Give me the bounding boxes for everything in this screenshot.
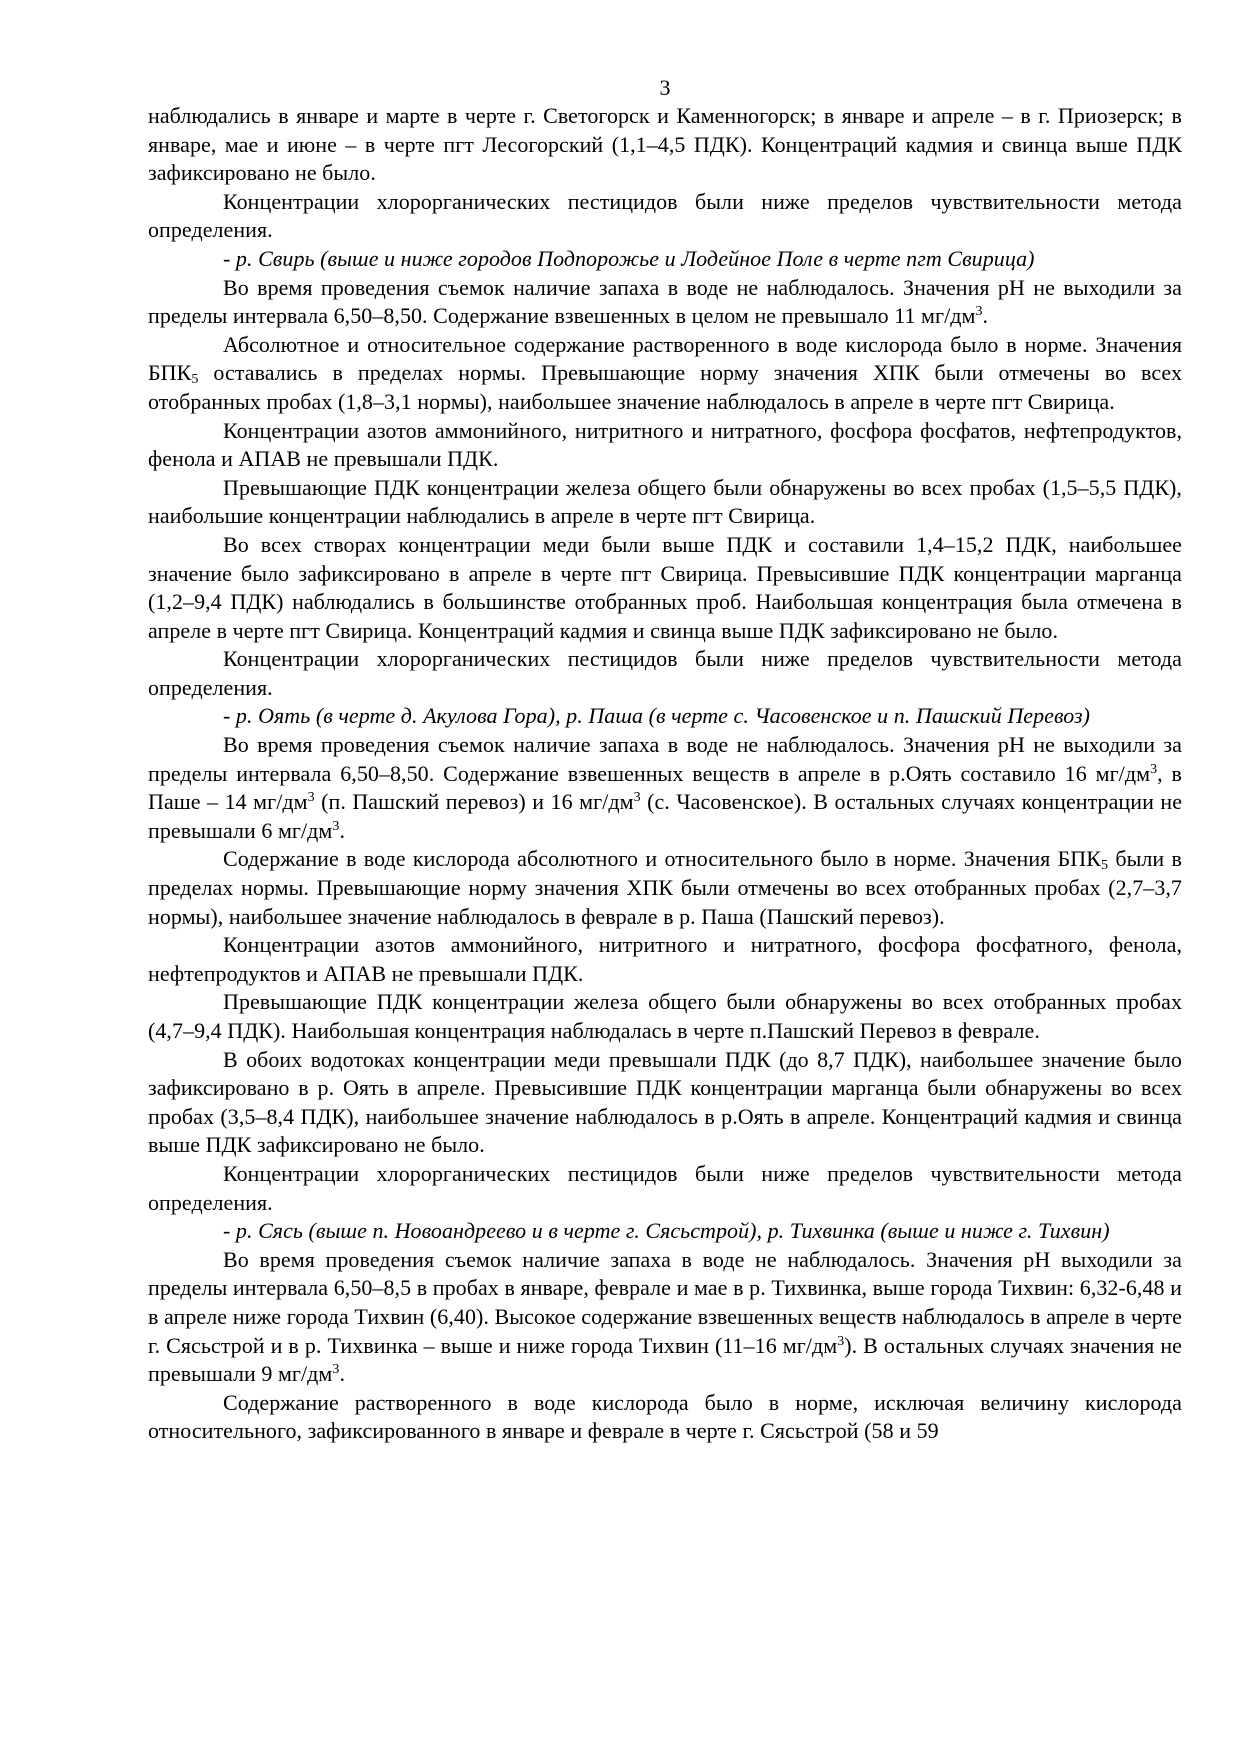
text-run: Во время проведения съемок наличие запаха в воде не наблюдалось. Значения pH выходили за пределы интервала 6,50–8,5 в пробах в январе, феврале и мае в р. Тихвинка, выше города Тихвин: 6,32-6,48 и в апреле ниже города Тихвин (6,40). Высокое содержание взвешенных веществ наблюдалось в апреле в черте г. Сясьстрой и в р. Тихвинка – выше и ниже города Тихвин (11–16 мг/дм	[148, 1246, 1182, 1358]
page-number: 3	[659, 75, 671, 100]
paragraph	[148, 645, 1182, 702]
text-run: - р. Оять (в черте д. Акулова Гора), р. Паша (в черте с. Часовенское и п. Пашский Перевоз)	[223, 703, 1091, 729]
text-run: Концентрации азотов аммонийного, нитритного и нитратного, фосфора фосфатного, фенола, нефтепродуктов и АПАВ не превышали ПДК.	[148, 932, 1182, 986]
section-heading	[148, 1217, 1182, 1246]
text-run: Концентрации азотов аммонийного, нитритного и нитратного, фосфора фосфатов, нефтепродуктов, фенола и АПАВ не превышали ПДК.	[148, 417, 1182, 472]
text-run: - р. Свирь (выше и ниже городов Подпорожье и Лодейное Поле в черте пгт Свирица)	[223, 245, 1035, 271]
paragraph	[148, 531, 1182, 645]
text-run: В обоих водотоках концентрации меди превышали ПДК (до 8,7 ПДК), наибольшее значение было зафиксировано в р. Оять в апреле. Превысившие ПДК концентрации марганца были обнаружены во всех пробах (3,5–8,4 ПДК), наибольшее значение наблюдалось в р.Оять в апреле. Концентраций кадмия и свинца выше ПДК зафиксировано не было.	[148, 1046, 1182, 1158]
superscript: 3	[837, 1333, 845, 1349]
paragraph	[148, 331, 1182, 417]
section-heading	[148, 702, 1182, 731]
paragraph	[148, 474, 1182, 531]
text-run: Во время проведения съемок наличие запаха в воде не наблюдалось. Значения pH не выходили за пределы интервала 6,50–8,50. Содержание взвешенных веществ в апреле в р.Оять составило 16 мг/дм	[148, 732, 1182, 786]
text-run: .	[339, 1361, 346, 1387]
paragraph	[148, 188, 1182, 245]
document-page	[148, 74, 1182, 1446]
document-body	[148, 102, 1182, 1446]
text-run: оставались в пределах нормы. Превышающие норму значения ХПК были отмечены во всех отобранных пробах (1,8–3,1 нормы), наибольшее значение наблюдалось в апреле в черте пгт Свирица.	[148, 360, 1182, 414]
superscript: 3	[332, 1362, 340, 1378]
paragraph	[148, 102, 1182, 188]
paragraph	[148, 1160, 1182, 1217]
superscript: 3	[975, 304, 983, 320]
paragraph	[148, 731, 1182, 845]
text-run: Содержание в воде кислорода абсолютного и относительного было в норме. Значения БПК	[223, 846, 1101, 872]
text-run: Содержание растворенного в воде кислорода было в норме, исключая величину кислорода относительного, зафиксированного в январе и феврале в черте г. Сясьстрой (58 и 59	[148, 1389, 1182, 1444]
text-run: Во время проведения съемок наличие запаха в воде не наблюдалось. Значения pH не выходили за пределы интервала 6,50–8,50. Содержание взвешенных в целом не превышало 11 мг/дм	[148, 274, 1182, 329]
paragraph	[148, 417, 1182, 474]
paragraph	[148, 1046, 1182, 1160]
paragraph	[148, 1246, 1182, 1389]
text-run: (с. Часовенское). В остальных случаях концентрации не превышали 6 мг/дм	[148, 789, 1183, 843]
text-run: были в пределах нормы. Превышающие норму значения ХПК были отмечены во всех отобранных пробах (2,7–3,7 нормы), наибольшее значение наблюдалось в феврале в р. Паша (Пашский перевоз).	[148, 846, 1182, 929]
superscript: 3	[633, 790, 641, 806]
text-run: Превышающие ПДК концентрации железа общего были обнаружены во всех пробах (1,5–5,5 ПДК), наибольшие концентрации наблюдались в апреле в черте пгт Свирица.	[148, 474, 1182, 529]
text-run: - р. Сясь (выше п. Новоандреево и в черте г. Сясьстрой), р. Тихвинка (выше и ниже г. Тихвин)	[223, 1218, 1110, 1244]
paragraph	[148, 931, 1182, 988]
paragraph	[148, 1389, 1182, 1446]
text-run: Превышающие ПДК концентрации железа общего были обнаружены во всех отобранных пробах (4,7–9,4 ПДК). Наибольшая концентрация наблюдалась в черте п.Пашский Перевоз в феврале.	[148, 989, 1182, 1043]
section-heading	[148, 245, 1182, 274]
text-run: наблюдались в январе и марте в черте г. Светогорск и Каменногорск; в январе и апреле – в г. Приозерск; в январе, мае и июне – в черте пгт Лесогорский (1,1–4,5 ПДК). Концентраций кадмия и свинца выше ПДК зафиксировано не было.	[148, 103, 1182, 186]
text-run: , в Паше – 14 мг/дм	[148, 760, 1182, 815]
text-run: (п. Пашский перевоз) и 16 мг/дм	[314, 789, 634, 815]
superscript: 3	[1150, 761, 1158, 777]
text-run: Концентрации хлорорганических пестицидов были ниже пределов чувствительности метода определения.	[148, 646, 1182, 700]
subscript: 5	[1100, 858, 1109, 874]
subscript: 5	[191, 372, 199, 388]
text-run: Абсолютное и относительное содержание растворенного в воде кислорода было в норме. Значения БПК	[148, 331, 1182, 386]
text-run: ). В остальных случаях значения не превышали 9 мг/дм	[148, 1332, 1182, 1387]
paragraph	[148, 988, 1182, 1045]
text-run: Во всех створах концентрации меди были выше ПДК и составили 1,4–15,2 ПДК, наибольшее значение было зафиксировано в апреле в черте пгт Свирица. Превысившие ПДК концентрации марганца (1,2–9,4 ПДК) наблюдались в большинстве отобранных проб. Наибольшая концентрация была отмечена в апреле в черте пгт Свирица. Концентраций кадмия и свинца выше ПДК зафиксировано не было.	[148, 531, 1182, 643]
paragraph	[148, 274, 1182, 331]
text-run: Концентрации хлорорганических пестицидов были ниже пределов чувствительности метода определения.	[148, 1160, 1182, 1215]
text-run: Концентрации хлорорганических пестицидов были ниже пределов чувствительности метода определения.	[148, 188, 1182, 243]
text-run: .	[339, 817, 346, 843]
superscript: 3	[307, 790, 315, 806]
superscript: 3	[332, 818, 340, 834]
paragraph	[148, 845, 1182, 931]
text-run: .	[982, 303, 989, 329]
